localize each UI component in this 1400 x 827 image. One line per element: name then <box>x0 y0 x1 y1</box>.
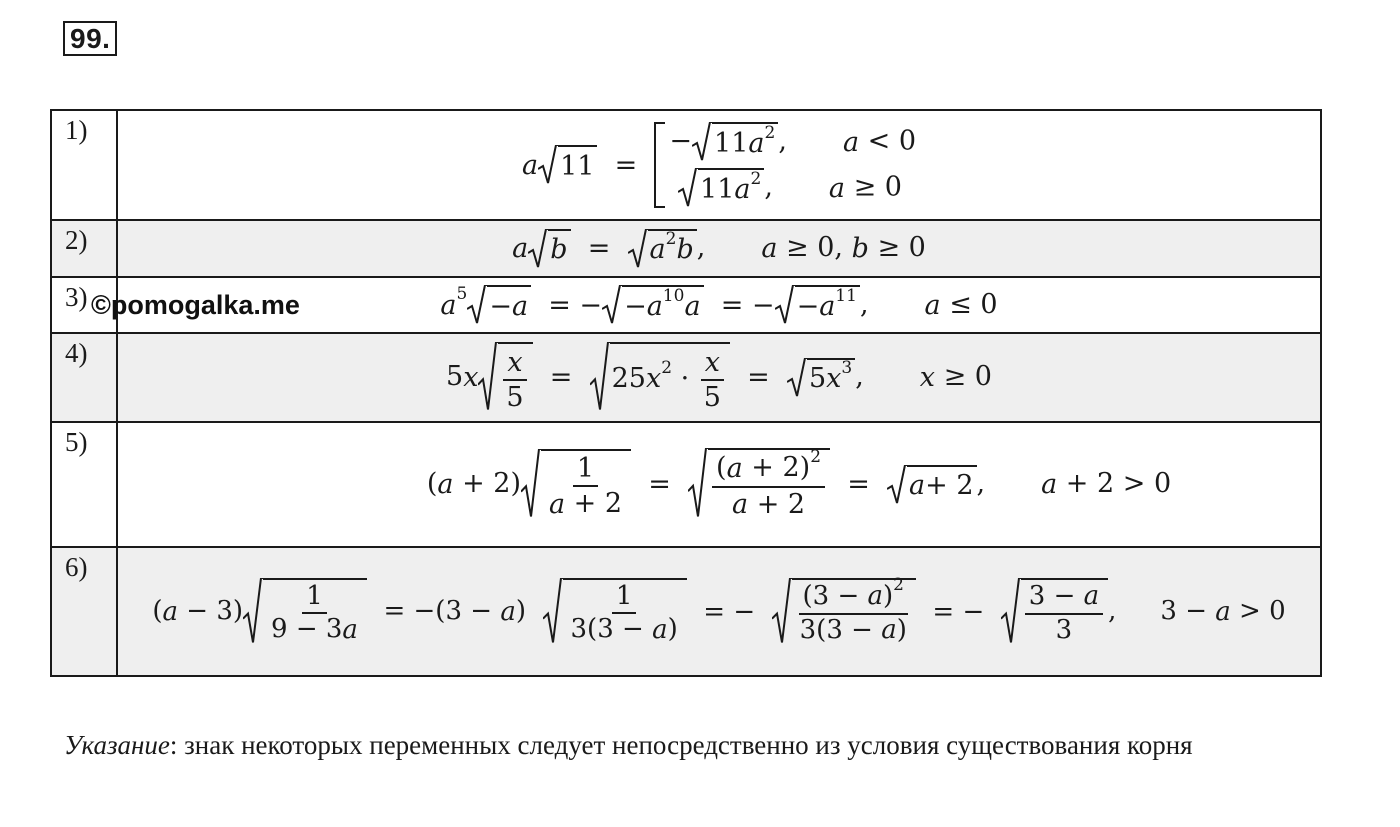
hint-text: : знак некоторых переменных следует непосредственно из условия существования корня <box>169 730 1193 760</box>
formula-cell <box>117 110 1321 220</box>
formula-cell <box>117 422 1321 547</box>
formula-cell <box>117 547 1321 676</box>
table-row <box>51 547 1321 676</box>
hint-note <box>64 725 1314 765</box>
row-label: 6) <box>51 547 117 676</box>
formula-cell <box>117 333 1321 422</box>
problem-number: 99. <box>63 21 117 56</box>
formula: (a + 2) $\frac{1}{a + 2}$ = $\frac{(a + 2)2}{a + 2}$ = a + 2 , a + 2 > 0 <box>426 447 1172 521</box>
formula: 5x $\frac{x}{5}$ = 25 x 2 · $\frac{x}{5}$ = 5 x 3 , x ≥ 0 <box>446 361 992 392</box>
row-label: 1) <box>51 110 117 220</box>
table-row <box>51 110 1321 220</box>
table-row <box>51 422 1321 547</box>
hint-prefix: Указание <box>64 730 170 760</box>
formula: a b = a 2 b , a ≥ 0, b ≥ 0 <box>512 232 926 263</box>
formula: a 11 = − 11 a 2 , a < 0 11 a 2 , a ≥ 0 <box>522 149 916 180</box>
row-label: 5) <box>51 422 117 547</box>
formula: (a − 3) $\frac{1}{9 - 3a}$ = −(3 − a) $\frac{1}{3(3 - a)}$ = − $\frac{(3 - a)2}{3(3 - a)}$ = − $\frac{3 - a}{3}$ , 3 − a > 0 <box>152 574 1286 645</box>
row-label: 3) <box>51 277 117 333</box>
row-label: 2) <box>51 220 117 277</box>
table-row <box>51 220 1321 277</box>
formula-cell <box>117 220 1321 277</box>
formula: a5 − a = − − a 10 a = − − a 11 , a ≤ 0 <box>440 289 997 320</box>
table-row <box>51 333 1321 422</box>
watermark: ©pomogalka.me <box>91 290 300 320</box>
row-label: 4) <box>51 333 117 422</box>
solution-table <box>50 109 1322 677</box>
